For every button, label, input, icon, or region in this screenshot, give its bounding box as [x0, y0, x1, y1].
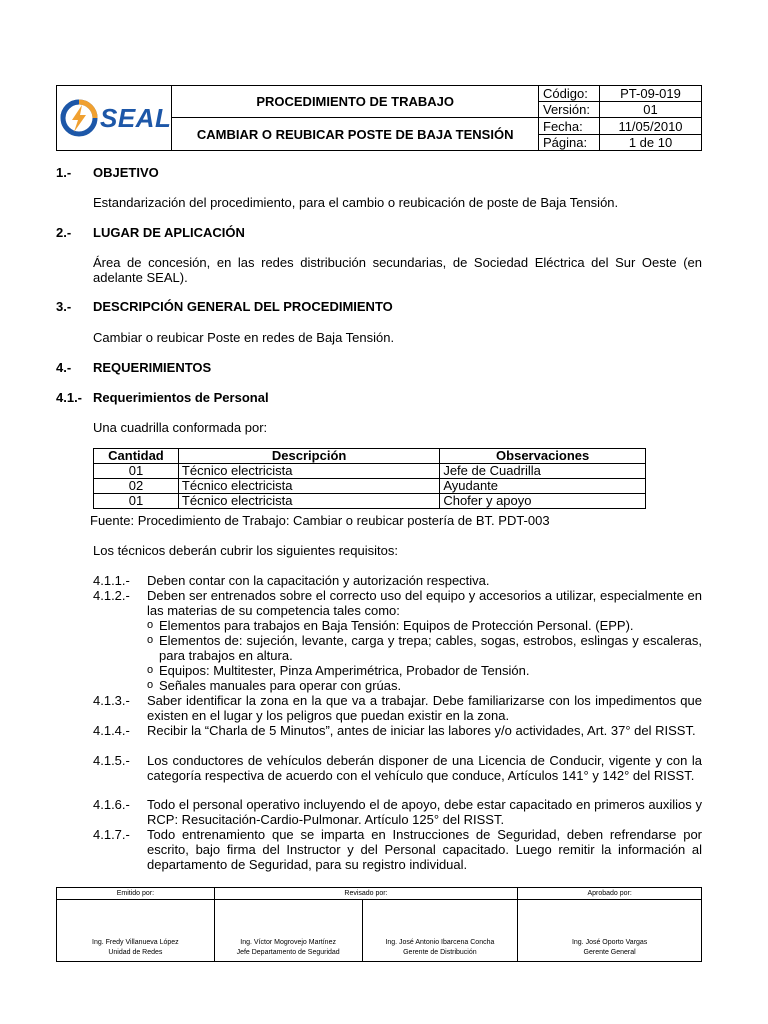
signer-role: Gerente General: [583, 949, 636, 956]
section-title: LUGAR DE APLICACIÓN: [93, 225, 245, 240]
signer-role: Gerente de Distribución: [403, 949, 477, 956]
table-cell: Técnico electricista: [178, 494, 439, 509]
staff-table: [93, 448, 646, 509]
section-text: Área de concesión, en las redes distribución secundarias, de Sociedad Eléctrica del Sur Oeste (en adelante SEAL).: [93, 255, 702, 285]
requirement-item: [93, 693, 702, 723]
signer-cell: [214, 900, 362, 962]
bullet-icon: o: [147, 634, 154, 646]
column-header: Descripción: [178, 449, 439, 464]
section-title: REQUERIMIENTOS: [93, 360, 212, 375]
approved-label: Aprobado por:: [518, 888, 702, 900]
company-logo: [57, 86, 171, 150]
meta-key: Página:: [539, 135, 600, 151]
meta-value: 11/05/2010: [600, 118, 702, 135]
requirement-text: Los conductores de vehículos deberán disponer de una Licencia de Conducir, vigente y con la categoría respectiva de acuerdo con el vehículo que conduce, Artículos 141° y 142° del RISST.: [147, 753, 702, 783]
section-heading-personal: [56, 390, 269, 405]
section-number: 2.-: [56, 225, 72, 240]
document-header: [56, 85, 702, 151]
document-subtitle: CAMBIAR O REUBICAR POSTE DE BAJA TENSIÓN: [172, 118, 539, 151]
table-header-row: [94, 449, 646, 464]
reviewed-label: Revisado por:: [214, 888, 518, 900]
requirement-item: [93, 588, 702, 618]
table-cell: Técnico electricista: [178, 479, 439, 494]
table-source-note: Fuente: Procedimiento de Trabajo: Cambiar o reubicar postería de BT. PDT-003: [90, 513, 550, 528]
requirement-text: Todo entrenamiento que se imparta en Instrucciones de Seguridad, deben refrendarse por escrito, bajo firma del Instructor y del Personal capacitado. Luego remitir la información al departamento de Seguridad, para su registro individual.: [147, 827, 702, 872]
signer-role: Unidad de Redes: [108, 949, 163, 956]
section-heading-descripcion: [56, 299, 393, 314]
requirement-text: Recibir la “Charla de 5 Minutos”, antes de iniciar las labores y/o actividades, Art. 37° del RISST.: [147, 723, 696, 738]
bullet-text: Señales manuales para operar con grúas.: [159, 678, 402, 693]
requirement-label: 4.1.4.-: [93, 723, 130, 738]
emitted-label: Emitido por:: [57, 888, 215, 900]
requirement-text: Deben ser entrenados sobre el correcto uso del equipo y accesorios a utilizar, especialmente en las materias de su competencia tales como:: [147, 588, 702, 618]
seal-logo-icon: [60, 99, 98, 137]
table-cell: 01: [94, 494, 179, 509]
section-heading-objetivo: [56, 165, 159, 180]
bullet-text: Elementos para trabajos en Baja Tensión: Equipos de Protección Personal. (EPP).: [159, 618, 634, 633]
section-text: Estandarización del procedimiento, para el cambio o reubicación de poste de Baja Tensión.: [93, 195, 619, 210]
section-number: 4.1.-: [56, 390, 83, 405]
requirement-item: [93, 797, 702, 827]
meta-value: 1 de 10: [600, 135, 702, 151]
table-cell: 01: [94, 464, 179, 479]
requirement-item: [93, 573, 702, 588]
meta-key: Fecha:: [539, 118, 600, 135]
column-header: Observaciones: [440, 449, 646, 464]
requirements-intro: Los técnicos deberán cubrir los siguientes requisitos:: [93, 543, 398, 558]
section-heading-lugar: [56, 225, 245, 240]
section-number: 1.-: [56, 165, 72, 180]
section-title: OBJETIVO: [93, 165, 159, 180]
document-title: PROCEDIMIENTO DE TRABAJO: [172, 86, 539, 118]
table-cell: 02: [94, 479, 179, 494]
table-cell: Ayudante: [440, 479, 646, 494]
bullet-item: [147, 633, 702, 663]
section-title: Requerimientos de Personal: [93, 390, 269, 405]
requirement-label: 4.1.5.-: [93, 753, 130, 768]
requirement-label: 4.1.2.-: [93, 588, 130, 603]
section-text: Cambiar o reubicar Poste en redes de Baja Tensión.: [93, 330, 395, 345]
section-number: 4.-: [56, 360, 72, 375]
requirement-label: 4.1.6.-: [93, 797, 130, 812]
signer-name: Ing. Víctor Mogrovejo Martínez: [240, 939, 336, 946]
bullet-item: [147, 618, 702, 633]
meta-key: Código:: [539, 86, 600, 102]
signer-name: Ing. José Oporto Vargas: [571, 939, 648, 946]
table-cell: Técnico electricista: [178, 464, 439, 479]
table-cell: Jefe de Cuadrilla: [440, 464, 646, 479]
signer-name: Ing. José Antonio Ibarcena Concha: [385, 939, 495, 946]
requirement-text: Deben contar con la capacitación y autorización respectiva.: [147, 573, 490, 588]
requirement-text: Saber identificar la zona en la que va a trabajar. Debe familiarizarse con los impedimentos que existen en el lugar y los peligros que puedan existir en la zona.: [147, 693, 702, 723]
table-row: [94, 479, 646, 494]
requirement-item: [93, 827, 702, 872]
logo-cell: [57, 86, 172, 151]
requirement-label: 4.1.7.-: [93, 827, 130, 842]
bullet-icon: o: [147, 664, 154, 676]
requirement-item: [93, 753, 702, 783]
requirement-label: 4.1.3.-: [93, 693, 130, 708]
signer-cell: [362, 900, 518, 962]
table-cell: Chofer y apoyo: [440, 494, 646, 509]
requirement-label: 4.1.1.-: [93, 573, 130, 588]
bullet-icon: o: [147, 679, 154, 691]
signer-role: Jefe Departamento de Seguridad: [236, 949, 340, 956]
bullet-item: [147, 663, 702, 678]
signer-cell: [518, 900, 702, 962]
requirement-text: Todo el personal operativo incluyendo el de apoyo, debe estar capacitado en primeros auxilios y RCP: Resucitación-Cardio-Pulmonar. Artículo 125° del RISST.: [147, 797, 702, 827]
meta-value: PT-09-019: [600, 86, 702, 102]
logo-text: SEAL: [100, 102, 172, 133]
section-title: DESCRIPCIÓN GENERAL DEL PROCEDIMIENTO: [93, 299, 393, 314]
table-row: [94, 464, 646, 479]
signer-name: Ing. Fredy Villanueva López: [92, 939, 179, 946]
signer-cell: [57, 900, 215, 962]
section-intro: Una cuadrilla conformada por:: [93, 420, 268, 435]
table-row: [94, 494, 646, 509]
meta-key: Versión:: [539, 102, 600, 118]
bullet-item: [147, 678, 702, 693]
requirement-item: [93, 723, 702, 738]
bullet-icon: o: [147, 619, 154, 631]
section-heading-requerimientos: [56, 360, 211, 375]
signature-table: [56, 887, 702, 962]
meta-value: 01: [600, 102, 702, 118]
bullet-text: Equipos: Multitester, Pinza Amperimétrica, Probador de Tensión.: [159, 663, 530, 678]
bullet-text: Elementos de: sujeción, levante, carga y trepa; cables, sogas, estrobos, eslingas y escaleras, para trabajos en altura.: [159, 633, 702, 663]
section-number: 3.-: [56, 299, 72, 314]
column-header: Cantidad: [94, 449, 179, 464]
